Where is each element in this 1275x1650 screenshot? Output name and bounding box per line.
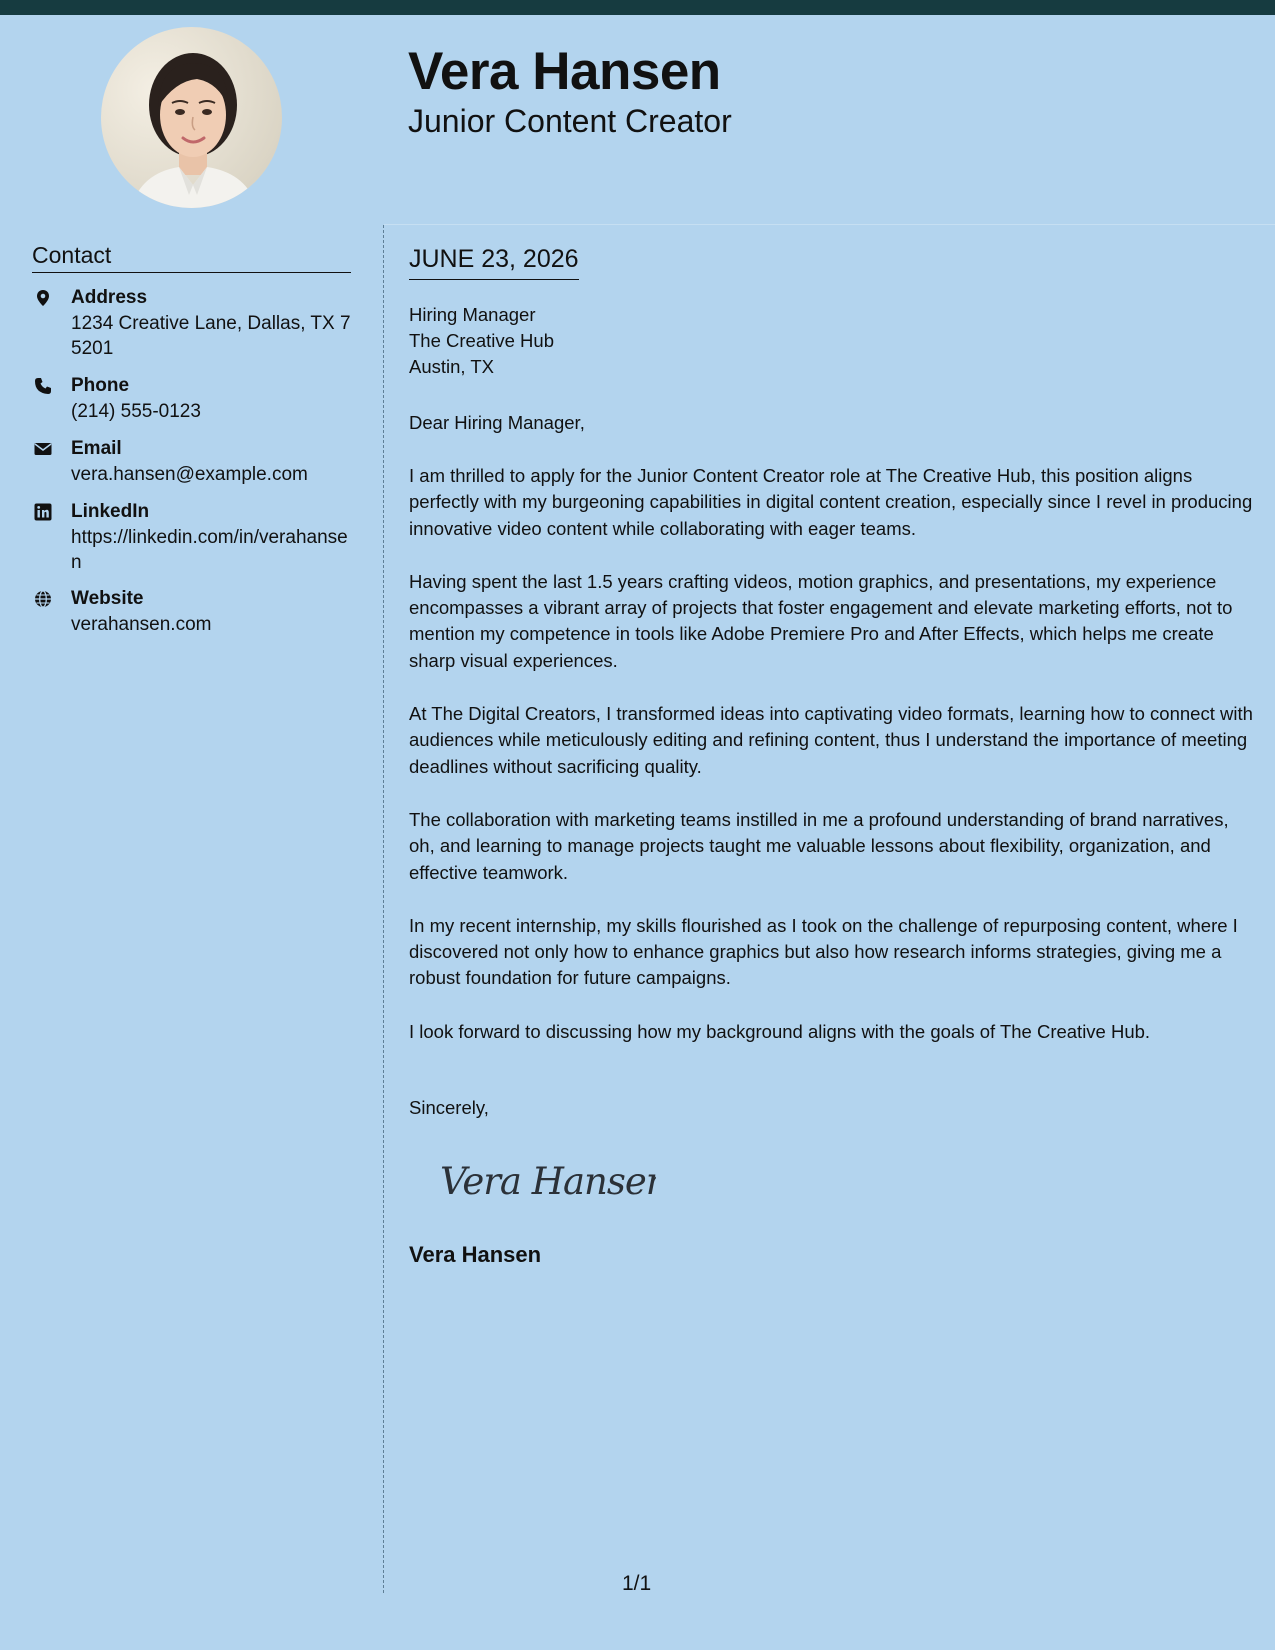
linkedin-icon [34,503,52,521]
contact-phone-value: (214) 555-0123 [71,401,201,422]
contact-website-label: Website [71,588,144,609]
recipient-line: Hiring Manager [409,304,536,325]
body-paragraph: Having spent the last 1.5 years crafting videos, motion graphics, and presentations, my experience encompasses a vibrant array of projects that foster engagement and elevate marketing efforts, not to mention my competence in tools like Adobe Premiere Pro and After Effects, which helps me create sharp visual experiences. [409,570,1233,671]
contact-linkedin-value[interactable]: https://linkedin.com/in/verahansen [71,527,348,573]
column-divider [383,225,384,1593]
letter-body [409,463,1255,1072]
candidate-job-title: Junior Content Creator [408,103,732,139]
recipient-block [409,302,554,380]
body-paragraph: In my recent internship, my skills flourished as I took on the challenge of repurposing content, where I discovered not only how to enhance graphics but also how research informs strategies, giving me a robust foundation for future campaigns. [409,914,1238,989]
contact-linkedin-label: LinkedIn [71,501,150,522]
body-paragraph: At The Digital Creators, I transformed ideas into captivating video formats, learning how to connect with audiences while meticulously editing and refining content, thus I understand the importance of meeting deadlines without sacrificing quality. [409,703,1253,777]
envelope-icon [34,440,52,458]
location-pin-icon [34,289,52,307]
salutation: Dear Hiring Manager, [409,412,585,433]
body-paragraph: I am thrilled to apply for the Junior Content Creator role at The Creative Hub, this position aligns perfectly with my burgeoning capabilities in digital content creation, especially since I revel in producing innovative video content while collaborating with eager teams. [409,465,1253,539]
contact-email-value[interactable]: vera.hansen@example.com [71,464,308,485]
contact-address-label: Address [71,287,148,308]
page-number: 1/1 [622,1572,652,1595]
profile-photo [101,27,282,208]
contact-phone-label: Phone [71,375,130,396]
candidate-name: Vera Hansen [408,42,721,101]
body-paragraph: The collaboration with marketing teams instilled in me a profound understanding of brand narratives, oh, and learning to manage projects taught me valuable lessons about flexibility, organization, and effective teamwork. [409,808,1229,883]
top-accent-band [0,0,1275,15]
contact-website-value[interactable]: verahansen.com [71,614,212,635]
letter-date: JUNE 23, 2026 [409,244,579,280]
globe-icon [34,590,52,608]
recipient-line: The Creative Hub [409,330,554,351]
recipient-line: Austin, TX [409,356,495,377]
phone-icon [34,377,52,395]
closing: Sincerely, [409,1097,489,1118]
contact-address-value: 1234 Creative Lane, Dallas, TX 75201 [71,313,351,359]
contact-email-label: Email [71,438,122,459]
signature-text: Vera Hansen [440,1160,656,1203]
body-paragraph: I look forward to discussing how my background aligns with the goals of The Creative Hub. [409,1020,1151,1042]
signer-name: Vera Hansen [409,1242,542,1267]
header-divider [384,224,1275,225]
handwritten-signature [436,1152,656,1212]
contact-heading: Contact [32,240,351,273]
